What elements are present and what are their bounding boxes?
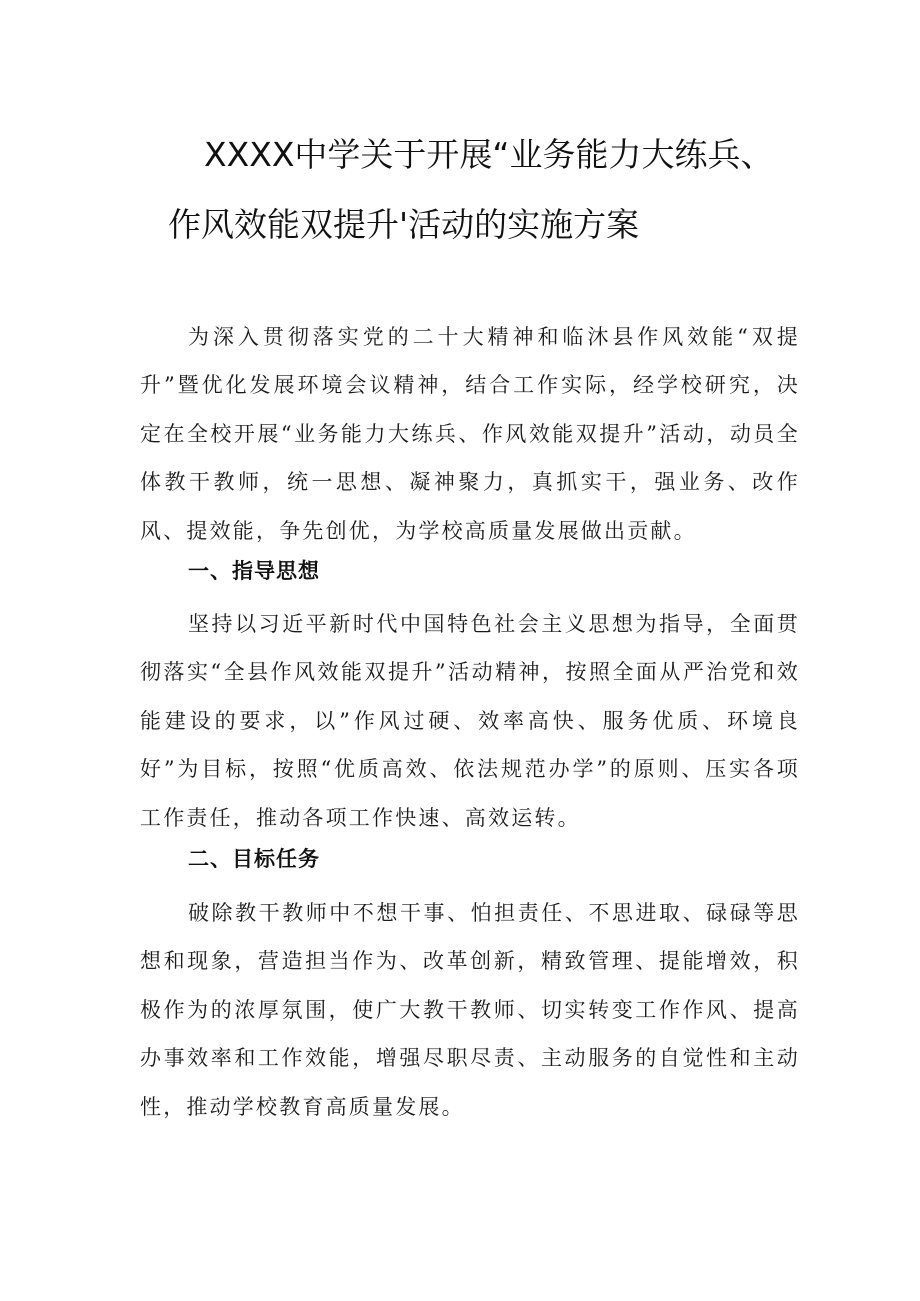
intro-paragraph: 为深入贯彻落实党的二十大精神和临沐县作风效能“双提升”暨优化发展环境会议精神，结合工作实际，经学校研究，决定在全校开展“业务能力大练兵、作风效能双提升”活动，动员全体教干教师，统一思想、凝神聚力，真抓实干，强业务、改作风、提效能，争先创优，为学校高质量发展做出贡献。 bbox=[140, 325, 800, 543]
section-heading-objectives: 二、目标任务 bbox=[188, 847, 320, 871]
document-title-line-1: XXXX中学关于开展“业务能力大练兵、 bbox=[204, 135, 774, 174]
section-heading-guiding-ideology: 一、指导思想 bbox=[188, 559, 320, 583]
section-body-guiding-ideology: 坚持以习近平新时代中国特色社会主义思想为指导，全面贯彻落实“全县作风效能双提升”活动精神，按照全面从严治党和效能建设的要求，以”作风过硬、效率高快、服务优质、环境良好”为目标，按照“优质高效、依法规范办学”的原则、压实各项工作责任，推动各项工作快速、高效运转。 bbox=[140, 612, 800, 830]
section-body-objectives: 破除教干教师中不想干事、怕担责任、不思进取、碌碌等思想和现象，营造担当作为、改革创新，精致管理、提能增效，积极作为的浓厚氛围，使广大教干教师、切实转变工作作风、提高办事效率和工作效能，增强尽职尽责、主动服务的自觉性和主动性，推动学校教育高质量发展。 bbox=[140, 901, 800, 1119]
document-title-line-2: 作风效能双提升'活动的实施方案 bbox=[168, 205, 640, 244]
